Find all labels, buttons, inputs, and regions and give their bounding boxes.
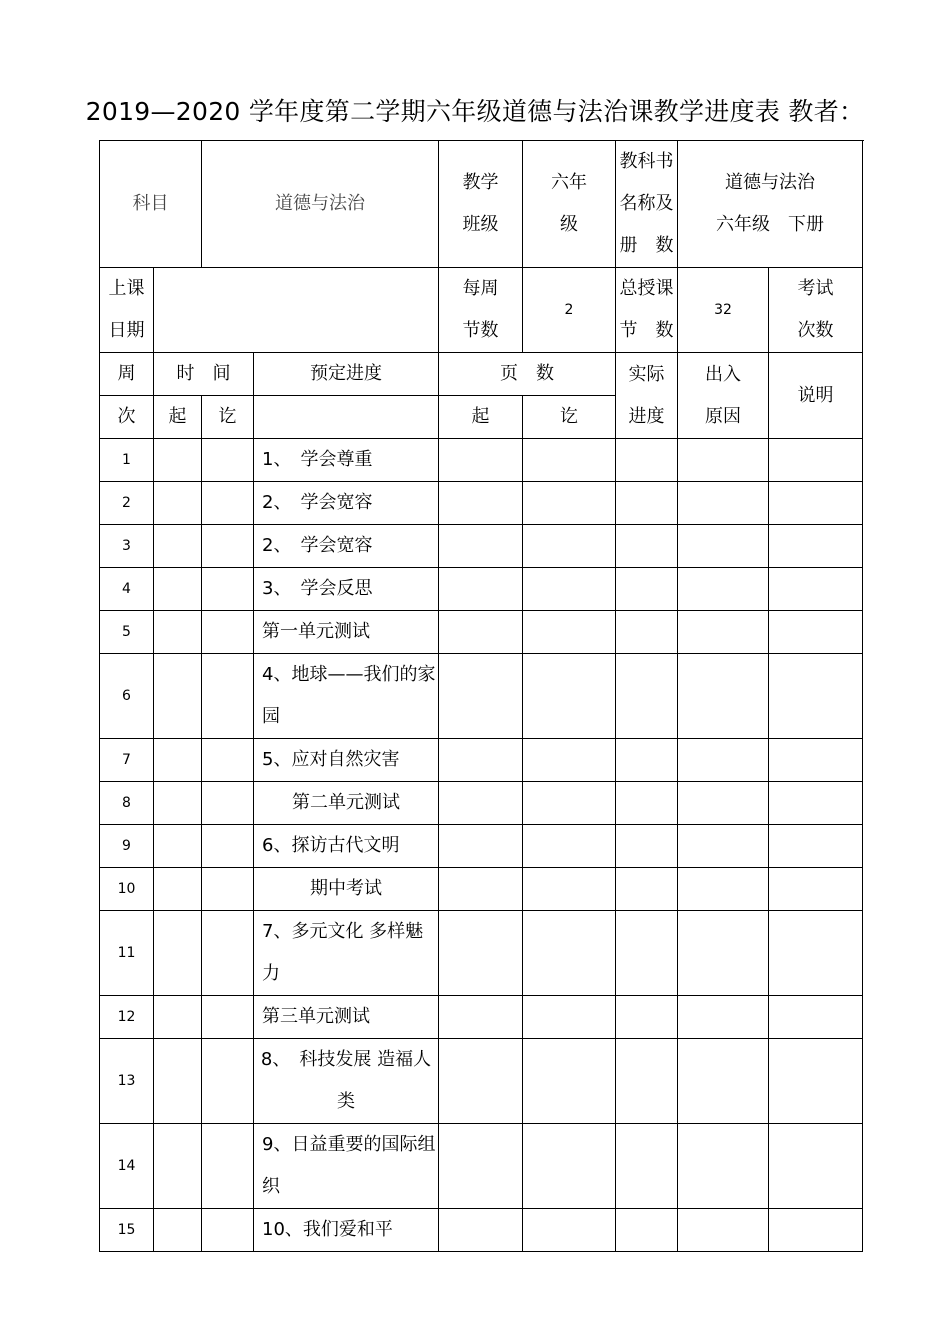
pages-start-cell [439, 611, 523, 654]
actual-cell [616, 996, 678, 1039]
diff-cell [678, 1124, 769, 1209]
time-end-cell [202, 825, 254, 868]
actual-cell [616, 525, 678, 568]
pages-start-cell [439, 482, 523, 525]
actual-cell [616, 611, 678, 654]
pages-start-cell [439, 911, 523, 996]
time-start-cell [154, 739, 202, 782]
table-row [100, 568, 863, 611]
actual-cell [616, 482, 678, 525]
diff-cell [678, 782, 769, 825]
pages-end-cell [523, 996, 616, 1039]
date-label: 上课 日期 [100, 268, 154, 353]
plan-cell: 8、 科技发展 造福人类 [254, 1039, 439, 1124]
note-cell [769, 911, 863, 996]
week-cell: 9 [100, 825, 154, 868]
pages-end-cell [523, 439, 616, 482]
time-start-cell [154, 482, 202, 525]
pages-end-cell [523, 654, 616, 739]
pages-end-cell [523, 1209, 616, 1252]
time-end-cell [202, 654, 254, 739]
pages-end-cell [523, 482, 616, 525]
week-cell: 11 [100, 911, 154, 996]
diff-cell [678, 739, 769, 782]
time-end-cell [202, 996, 254, 1039]
diff-cell [678, 825, 769, 868]
schedule-table [99, 140, 863, 1252]
table-row [100, 1209, 863, 1252]
week-cell: 2 [100, 482, 154, 525]
week-cell: 4 [100, 568, 154, 611]
week-cell: 1 [100, 439, 154, 482]
pages-end-cell [523, 868, 616, 911]
note-cell [769, 825, 863, 868]
time-start-cell [154, 1039, 202, 1124]
pages-start-cell [439, 1124, 523, 1209]
week-cell: 12 [100, 996, 154, 1039]
plan-cell: 1、 学会尊重 [254, 439, 439, 482]
diff-cell [678, 1209, 769, 1252]
pages-end-cell [523, 911, 616, 996]
total-value: 32 [678, 268, 769, 353]
pages-header: 页 数 [439, 353, 616, 396]
table-row [100, 1039, 863, 1124]
plan-cell: 3、 学会反思 [254, 568, 439, 611]
diff-cell [678, 568, 769, 611]
diff-cell [678, 911, 769, 996]
time-end-header: 讫 [202, 396, 254, 439]
date-value [154, 268, 439, 353]
table-row [100, 1124, 863, 1209]
page-title: 2019—2020 学年度第二学期六年级道德与法治课教学进度表 教者： [85, 97, 865, 126]
actual-cell [616, 568, 678, 611]
note-header: 说明 [769, 353, 863, 439]
total-label: 总授课 节 数 [616, 268, 678, 353]
actual-cell [616, 825, 678, 868]
plan-header: 预定进度 [254, 353, 439, 396]
week-cell: 14 [100, 1124, 154, 1209]
textbook-label: 教科书 名称及 册 数 [616, 141, 678, 268]
diff-cell [678, 1039, 769, 1124]
actual-cell [616, 739, 678, 782]
table-row [100, 439, 863, 482]
pages-end-cell [523, 1124, 616, 1209]
week-cell: 7 [100, 739, 154, 782]
pages-start-cell [439, 825, 523, 868]
week-cell: 15 [100, 1209, 154, 1252]
diff-cell [678, 439, 769, 482]
table-row [100, 996, 863, 1039]
note-cell [769, 611, 863, 654]
plan-cell: 4、地球——我们的家园 [254, 654, 439, 739]
weekly-label: 每周 节数 [439, 268, 523, 353]
time-end-cell [202, 611, 254, 654]
diff-cell [678, 868, 769, 911]
pages-end-header: 讫 [523, 396, 616, 439]
diff-cell [678, 611, 769, 654]
pages-end-cell [523, 1039, 616, 1124]
time-end-cell [202, 525, 254, 568]
pages-start-cell [439, 568, 523, 611]
pages-start-cell [439, 996, 523, 1039]
pages-end-cell [523, 525, 616, 568]
week-cell: 3 [100, 525, 154, 568]
time-start-cell [154, 868, 202, 911]
pages-start-cell [439, 868, 523, 911]
info-row-1 [100, 141, 863, 268]
plan-cell: 7、多元文化 多样魅力 [254, 911, 439, 996]
plan-cell: 第一单元测试 [254, 611, 439, 654]
info-row-2 [100, 268, 863, 353]
plan-cell: 10、我们爱和平 [254, 1209, 439, 1252]
time-end-cell [202, 568, 254, 611]
textbook-value: 道德与法治 六年级 下册 [678, 141, 863, 268]
actual-cell [616, 1209, 678, 1252]
plan-header-blank [254, 396, 439, 439]
pages-end-cell [523, 739, 616, 782]
time-start-cell [154, 996, 202, 1039]
table-row [100, 911, 863, 996]
time-end-cell [202, 1039, 254, 1124]
class-label: 教学 班级 [439, 141, 523, 268]
pages-start-cell [439, 525, 523, 568]
exam-label: 考试 次数 [769, 268, 863, 353]
plan-cell: 5、应对自然灾害 [254, 739, 439, 782]
plan-cell: 9、日益重要的国际组织 [254, 1124, 439, 1209]
plan-cell: 2、 学会宽容 [254, 525, 439, 568]
time-start-cell [154, 568, 202, 611]
table-row [100, 611, 863, 654]
diff-cell [678, 996, 769, 1039]
time-start-cell [154, 825, 202, 868]
pages-end-cell [523, 825, 616, 868]
time-end-cell [202, 911, 254, 996]
pages-start-header: 起 [439, 396, 523, 439]
header-row-1 [100, 353, 863, 396]
pages-end-cell [523, 782, 616, 825]
time-start-cell [154, 1209, 202, 1252]
time-end-cell [202, 739, 254, 782]
pages-start-cell [439, 439, 523, 482]
note-cell [769, 1209, 863, 1252]
note-cell [769, 996, 863, 1039]
time-start-cell [154, 911, 202, 996]
time-end-cell [202, 439, 254, 482]
time-start-cell [154, 782, 202, 825]
plan-cell: 期中考试 [254, 868, 439, 911]
note-cell [769, 739, 863, 782]
note-cell [769, 568, 863, 611]
plan-cell: 6、探访古代文明 [254, 825, 439, 868]
note-cell [769, 782, 863, 825]
time-header: 时 间 [154, 353, 254, 396]
pages-start-cell [439, 739, 523, 782]
diff-cell [678, 482, 769, 525]
actual-cell [616, 911, 678, 996]
note-cell [769, 654, 863, 739]
time-end-cell [202, 782, 254, 825]
plan-cell: 第三单元测试 [254, 996, 439, 1039]
note-cell [769, 1039, 863, 1124]
plan-cell: 2、 学会宽容 [254, 482, 439, 525]
table-row [100, 739, 863, 782]
weekly-value: 2 [523, 268, 616, 353]
pages-end-cell [523, 611, 616, 654]
time-end-cell [202, 482, 254, 525]
time-start-cell [154, 525, 202, 568]
week-cell: 6 [100, 654, 154, 739]
time-start-cell [154, 439, 202, 482]
pages-start-cell [439, 654, 523, 739]
week-cell: 10 [100, 868, 154, 911]
table-row [100, 482, 863, 525]
actual-cell [616, 654, 678, 739]
week-cell: 8 [100, 782, 154, 825]
diff-header: 出入 原因 [678, 353, 769, 439]
subject-value: 道德与法治 [202, 141, 439, 268]
actual-cell [616, 439, 678, 482]
week-cell: 13 [100, 1039, 154, 1124]
week-cell: 5 [100, 611, 154, 654]
time-start-header: 起 [154, 396, 202, 439]
time-start-cell [154, 1124, 202, 1209]
schedule-rows [100, 439, 863, 1252]
diff-cell [678, 525, 769, 568]
pages-start-cell [439, 1209, 523, 1252]
time-end-cell [202, 868, 254, 911]
actual-cell [616, 1124, 678, 1209]
subject-label: 科目 [100, 141, 202, 268]
time-start-cell [154, 611, 202, 654]
time-start-cell [154, 654, 202, 739]
actual-cell [616, 782, 678, 825]
pages-start-cell [439, 1039, 523, 1124]
pages-start-cell [439, 782, 523, 825]
table-row [100, 868, 863, 911]
note-cell [769, 868, 863, 911]
note-cell [769, 439, 863, 482]
note-cell [769, 1124, 863, 1209]
actual-cell [616, 1039, 678, 1124]
time-end-cell [202, 1209, 254, 1252]
plan-cell: 第二单元测试 [254, 782, 439, 825]
class-value: 六年 级 [523, 141, 616, 268]
table-row [100, 825, 863, 868]
week-header-2: 次 [100, 396, 154, 439]
table-row [100, 525, 863, 568]
table-row [100, 782, 863, 825]
diff-cell [678, 654, 769, 739]
actual-header: 实际 进度 [616, 353, 678, 439]
actual-cell [616, 868, 678, 911]
note-cell [769, 525, 863, 568]
note-cell [769, 482, 863, 525]
week-header: 周 [100, 353, 154, 396]
time-end-cell [202, 1124, 254, 1209]
table-row [100, 654, 863, 739]
pages-end-cell [523, 568, 616, 611]
